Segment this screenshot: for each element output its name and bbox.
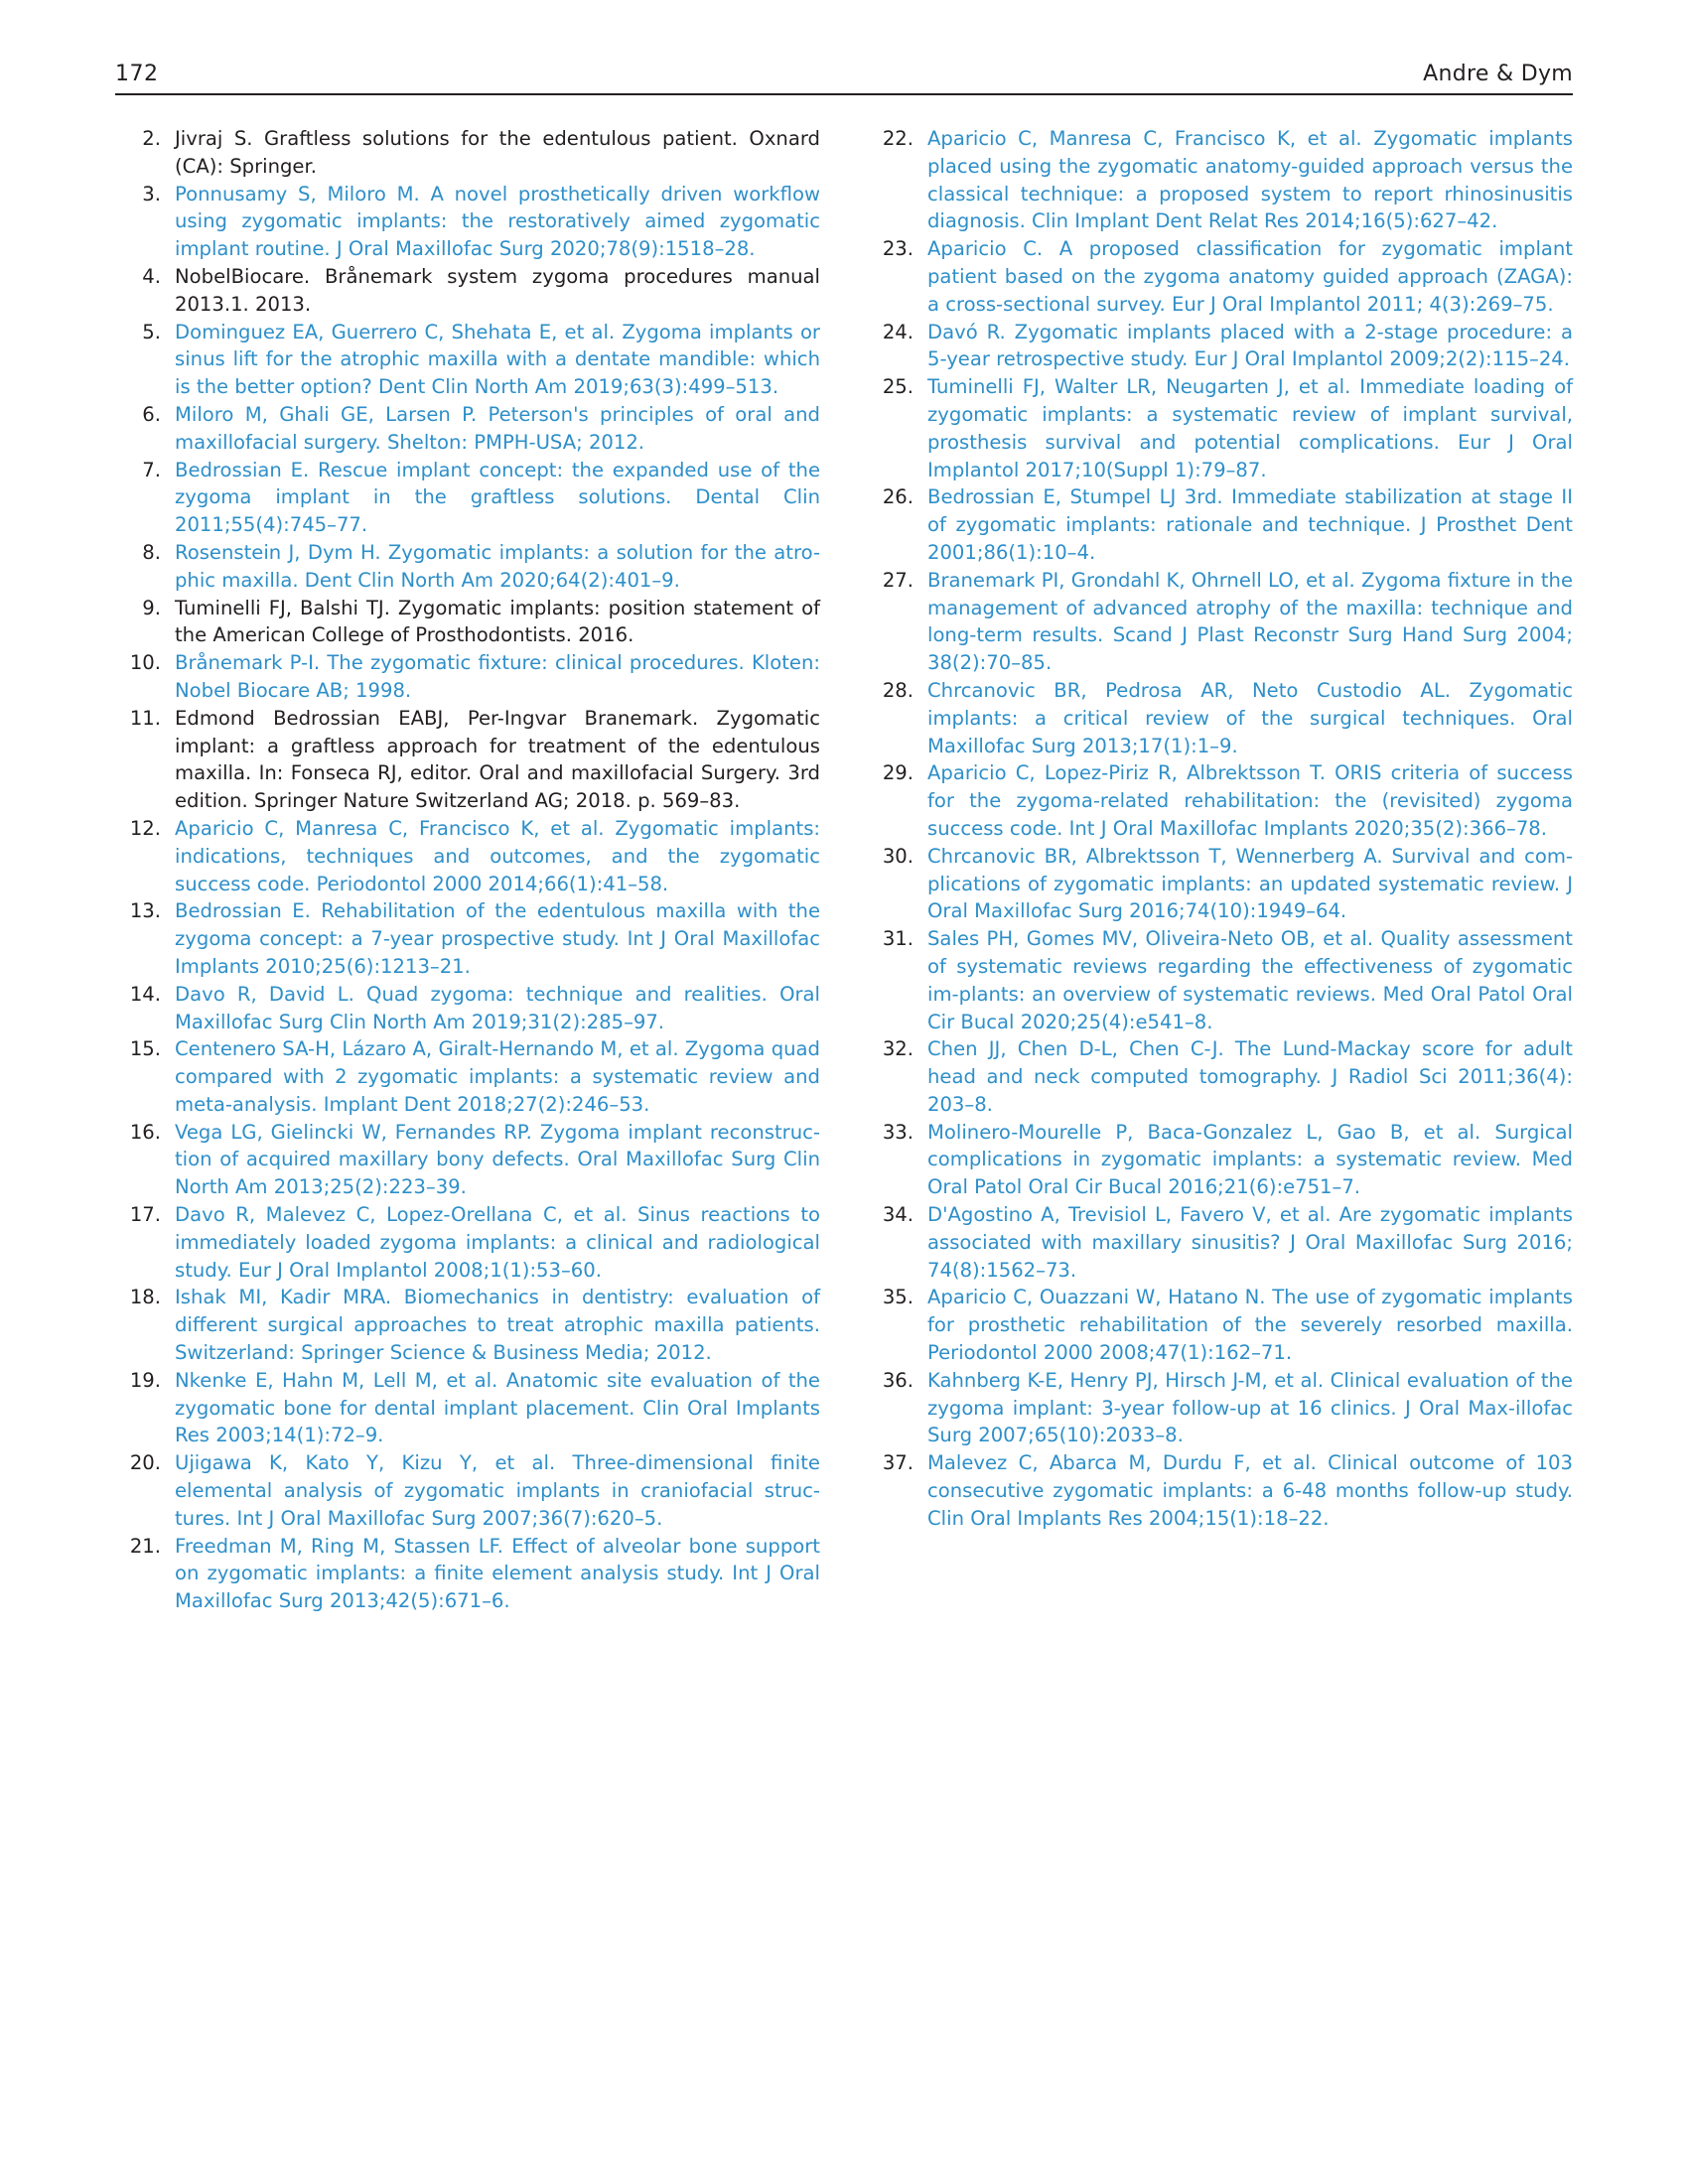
reference-link[interactable]: Dominguez EA, Guerrero C, Shehata E, et al. Zygoma implants or sinus lift for the atrophic maxilla with a dentate mandible: which is the better option? Dent Clin North Am 2019;63(3):499–513. bbox=[175, 320, 820, 399]
reference-number: 26. bbox=[882, 485, 914, 509]
reference-link[interactable]: Ponnusamy S, Miloro M. A novel prosthetically driven workflow using zygomatic implants: the restoratively aimed zygomatic implant routine. J Oral Maxillofac Surg 2020;78(9):1518–28. bbox=[175, 182, 820, 261]
reference-number: 20. bbox=[129, 1451, 161, 1475]
references-right-column bbox=[868, 125, 1573, 1533]
reference-number: 22. bbox=[882, 127, 914, 150]
reference-link[interactable]: Malevez C, Abarca M, Durdu F, et al. Clinical outcome of 103 consecutive zygomatic implants: a 6-48 months follow-up study. Clin Oral Implants Res 2004;15(1):18–22. bbox=[927, 1451, 1573, 1530]
reference-item bbox=[115, 815, 820, 897]
reference-number: 29. bbox=[882, 761, 914, 785]
reference-number: 14. bbox=[129, 982, 161, 1006]
reference-item bbox=[868, 1035, 1573, 1118]
reference-item bbox=[868, 843, 1573, 925]
reference-link[interactable]: Bedrossian E. Rehabilitation of the edentulous maxilla with the zygoma concept: a 7-year prospective study. Int J Oral Maxillofac Implants 2010;25(6):1213–21. bbox=[175, 899, 820, 978]
reference-number: 25. bbox=[882, 375, 914, 399]
reference-item bbox=[115, 595, 820, 650]
reference-number: 15. bbox=[129, 1037, 161, 1061]
reference-number: 27. bbox=[882, 568, 914, 592]
reference-item bbox=[115, 1533, 820, 1615]
reference-number: 13. bbox=[129, 899, 161, 923]
reference-link[interactable]: Aparicio C, Lopez-Piriz R, Albrektsson T. ORIS criteria of success for the zygoma-related rehabilitation: the (revisited) zygoma success code. Int J Oral Maxillofac Implants 2020;35(2):366–78. bbox=[927, 761, 1573, 840]
reference-link[interactable]: Branemark PI, Grondahl K, Ohrnell LO, et al. Zygoma fixture in the management of advanced atrophy of the maxilla: technique and long-term results. Scand J Plast Reconstr Surg Hand Surg 2004; 38(2):70–85. bbox=[927, 568, 1573, 675]
reference-item bbox=[868, 759, 1573, 842]
reference-link[interactable]: Vega LG, Gielincki W, Fernandes RP. Zygoma implant reconstruc-tion of acquired maxillary bony defects. Oral Maxillofac Surg Clin North Am 2013;25(2):223–39. bbox=[175, 1120, 820, 1199]
reference-item bbox=[868, 319, 1573, 374]
reference-link[interactable]: Centenero SA-H, Lázaro A, Giralt-Hernando M, et al. Zygoma quad compared with 2 zygomatic implants: a systematic review and meta-analysis. Implant Dent 2018;27(2):246–53. bbox=[175, 1037, 820, 1116]
reference-item bbox=[868, 567, 1573, 677]
reference-item bbox=[868, 1449, 1573, 1532]
reference-item bbox=[868, 373, 1573, 483]
reference-link[interactable]: Sales PH, Gomes MV, Oliveira-Neto OB, et al. Quality assessment of systematic reviews regarding the effectiveness of zygomatic im-plants: an overview of systematic reviews. Med Oral Patol Oral Cir Bucal 2020;25(4):e541–8. bbox=[927, 927, 1573, 1033]
reference-number: 12. bbox=[129, 816, 161, 840]
reference-item bbox=[115, 401, 820, 457]
reference-link[interactable]: Chen JJ, Chen D-L, Chen C-J. The Lund-Mackay score for adult head and neck computed tomography. J Radiol Sci 2011;36(4): 203–8. bbox=[927, 1037, 1573, 1116]
reference-link[interactable]: Brånemark P-I. The zygomatic fixture: clinical procedures. Kloten: Nobel Biocare AB; 1998. bbox=[175, 651, 820, 702]
reference-item bbox=[868, 1201, 1573, 1284]
reference-number: 37. bbox=[882, 1451, 914, 1475]
reference-number: 19. bbox=[129, 1368, 161, 1392]
reference-number: 17. bbox=[129, 1203, 161, 1227]
reference-number: 32. bbox=[882, 1037, 914, 1061]
reference-number: 28. bbox=[882, 678, 914, 702]
reference-number: 11. bbox=[129, 706, 161, 730]
reference-item bbox=[115, 1201, 820, 1284]
reference-number: 9. bbox=[142, 596, 161, 619]
reference-link[interactable]: Ujigawa K, Kato Y, Kizu Y, et al. Three-dimensional finite elemental analysis of zygomatic implants in craniofacial struc-tures. Int J Oral Maxillofac Surg 2007;36(7):620–5. bbox=[175, 1451, 820, 1530]
reference-number: 31. bbox=[882, 927, 914, 951]
reference-text: Tuminelli FJ, Balshi TJ. Zygomatic implants: position statement of the American College of Prosthodontists. 2016. bbox=[175, 596, 820, 647]
reference-number: 10. bbox=[129, 651, 161, 675]
reference-item bbox=[115, 181, 820, 263]
reference-number: 34. bbox=[882, 1203, 914, 1227]
reference-link[interactable]: Bedrossian E. Rescue implant concept: the expanded use of the zygoma implant in the graftless solutions. Dental Clin 2011;55(4):745–77. bbox=[175, 458, 820, 537]
reference-link[interactable]: Chrcanovic BR, Albrektsson T, Wennerberg A. Survival and com-plications of zygomatic implants: an updated systematic review. J Oral Maxillofac Surg 2016;74(10):1949–64. bbox=[927, 844, 1573, 923]
reference-link[interactable]: Ishak MI, Kadir MRA. Biomechanics in dentistry: evaluation of different surgical approaches to treat atrophic maxilla patients. Switzerland: Springer Science & Business Media; 2012. bbox=[175, 1286, 820, 1365]
reference-number: 36. bbox=[882, 1368, 914, 1392]
reference-item bbox=[115, 1119, 820, 1201]
reference-item bbox=[868, 125, 1573, 235]
reference-link[interactable]: Tuminelli FJ, Walter LR, Neugarten J, et al. Immediate loading of zygomatic implants: a systematic review of implant survival, prosthesis survival and potential complications. Eur J Oral Implantol 2017;10(Suppl 1):79–87. bbox=[927, 375, 1573, 481]
reference-item bbox=[115, 125, 820, 181]
reference-number: 18. bbox=[129, 1286, 161, 1309]
reference-item bbox=[115, 319, 820, 401]
reference-text: NobelBiocare. Brånemark system zygoma procedures manual 2013.1. 2013. bbox=[175, 264, 820, 316]
reference-item bbox=[115, 649, 820, 705]
reference-link[interactable]: Nkenke E, Hahn M, Lell M, et al. Anatomic site evaluation of the zygomatic bone for dental implant placement. Clin Oral Implants Res 2003;14(1):72–9. bbox=[175, 1368, 820, 1447]
reference-link[interactable]: Aparicio C, Manresa C, Francisco K, et al. Zygomatic implants: indications, techniques and outcomes, and the zygomatic success code. Periodontol 2000 2014;66(1):41–58. bbox=[175, 816, 820, 895]
reference-link[interactable]: Davo R, Malevez C, Lopez-Orellana C, et al. Sinus reactions to immediately loaded zygoma implants: a clinical and radiological study. Eur J Oral Implantol 2008;1(1):53–60. bbox=[175, 1203, 820, 1282]
reference-item bbox=[115, 981, 820, 1036]
reference-link[interactable]: Davó R. Zygomatic implants placed with a 2-stage procedure: a 5-year retrospective study. Eur J Oral Implantol 2009;2(2):115–24. bbox=[927, 320, 1573, 371]
reference-item bbox=[115, 457, 820, 539]
reference-item bbox=[115, 897, 820, 980]
reference-link[interactable]: Aparicio C. A proposed classification for zygomatic implant patient based on the zygoma anatomy guided approach (ZAGA): a cross-sectional survey. Eur J Oral Implantol 2011; 4(3):269–75. bbox=[927, 237, 1573, 316]
reference-item bbox=[868, 1284, 1573, 1366]
reference-number: 30. bbox=[882, 844, 914, 868]
reference-link[interactable]: Aparicio C, Ouazzani W, Hatano N. The use of zygomatic implants for prosthetic rehabilitation of the severely resorbed maxilla. Periodontol 2000 2008;47(1):162–71. bbox=[927, 1286, 1573, 1365]
reference-text: Jivraj S. Graftless solutions for the edentulous patient. Oxnard (CA): Springer. bbox=[175, 127, 820, 178]
reference-link[interactable]: Bedrossian E, Stumpel LJ 3rd. Immediate stabilization at stage II of zygomatic implants: rationale and technique. J Prosthet Dent 2001;86(1):10–4. bbox=[927, 485, 1573, 564]
reference-item bbox=[115, 1449, 820, 1532]
reference-link[interactable]: Miloro M, Ghali GE, Larsen P. Peterson's principles of oral and maxillofacial surgery. Shelton: PMPH-USA; 2012. bbox=[175, 402, 820, 454]
reference-item bbox=[115, 1035, 820, 1118]
reference-item bbox=[115, 1367, 820, 1449]
page-header bbox=[115, 60, 1573, 95]
reference-number: 23. bbox=[882, 237, 914, 261]
reference-number: 2. bbox=[142, 127, 161, 150]
reference-number: 8. bbox=[142, 540, 161, 564]
reference-link[interactable]: Chrcanovic BR, Pedrosa AR, Neto Custodio AL. Zygomatic implants: a critical review of the surgical techniques. Oral Maxillofac Surg 2013;17(1):1–9. bbox=[927, 678, 1573, 757]
reference-number: 35. bbox=[882, 1286, 914, 1309]
reference-item bbox=[115, 263, 820, 319]
reference-number: 7. bbox=[142, 458, 161, 481]
reference-text: Edmond Bedrossian EABJ, Per-Ingvar Branemark. Zygomatic implant: a graftless approach for treatment of the edentulous maxilla. In: Fonseca RJ, editor. Oral and maxillofacial Surgery. 3rd edition. Springer Nature Switzerland AG; 2018. p. 569–83. bbox=[175, 706, 820, 813]
reference-item bbox=[868, 235, 1573, 318]
reference-number: 4. bbox=[142, 264, 161, 288]
reference-link[interactable]: Kahnberg K-E, Henry PJ, Hirsch J-M, et al. Clinical evaluation of the zygoma implant: 3-year follow-up at 16 clinics. J Oral Max-illofac Surg 2007;65(10):2033–8. bbox=[927, 1368, 1573, 1447]
reference-number: 5. bbox=[142, 320, 161, 343]
reference-link[interactable]: Freedman M, Ring M, Stassen LF. Effect of alveolar bone support on zygomatic implants: a finite element analysis study. Int J Oral Maxillofac Surg 2013;42(5):671–6. bbox=[175, 1534, 820, 1613]
reference-item bbox=[868, 483, 1573, 566]
reference-item bbox=[868, 677, 1573, 759]
reference-item bbox=[868, 1119, 1573, 1201]
reference-number: 24. bbox=[882, 320, 914, 343]
reference-number: 16. bbox=[129, 1120, 161, 1144]
reference-link[interactable]: Rosenstein J, Dym H. Zygomatic implants: a solution for the atro-phic maxilla. Dent Clin North Am 2020;64(2):401–9. bbox=[175, 540, 820, 592]
reference-number: 6. bbox=[142, 402, 161, 426]
reference-link[interactable]: Davo R, David L. Quad zygoma: technique and realities. Oral Maxillofac Surg Clin North Am 2019;31(2):285–97. bbox=[175, 982, 820, 1033]
reference-number: 21. bbox=[129, 1534, 161, 1558]
reference-item bbox=[115, 705, 820, 815]
running-head: Andre & Dym bbox=[1423, 62, 1573, 86]
reference-item bbox=[115, 539, 820, 595]
reference-number: 3. bbox=[142, 182, 161, 205]
reference-item bbox=[115, 1284, 820, 1366]
reference-number: 33. bbox=[882, 1120, 914, 1144]
reference-item bbox=[868, 1367, 1573, 1449]
reference-link[interactable]: D'Agostino A, Trevisiol L, Favero V, et al. Are zygomatic implants associated with maxillary sinusitis? J Oral Maxillofac Surg 2016; 74(8):1562–73. bbox=[927, 1203, 1573, 1282]
page-number: 172 bbox=[115, 62, 159, 86]
references-left-column bbox=[115, 125, 820, 1615]
reference-item bbox=[868, 925, 1573, 1035]
reference-link[interactable]: Molinero-Mourelle P, Baca-Gonzalez L, Gao B, et al. Surgical complications in zygomatic implants: a systematic review. Med Oral Patol Oral Cir Bucal 2016;21(6):e751–7. bbox=[927, 1120, 1573, 1199]
reference-link[interactable]: Aparicio C, Manresa C, Francisco K, et al. Zygomatic implants placed using the zygomatic anatomy-guided approach versus the classical technique: a proposed system to report rhinosinusitis diagnosis. Clin Implant Dent Relat Res 2014;16(5):627–42. bbox=[927, 127, 1573, 233]
